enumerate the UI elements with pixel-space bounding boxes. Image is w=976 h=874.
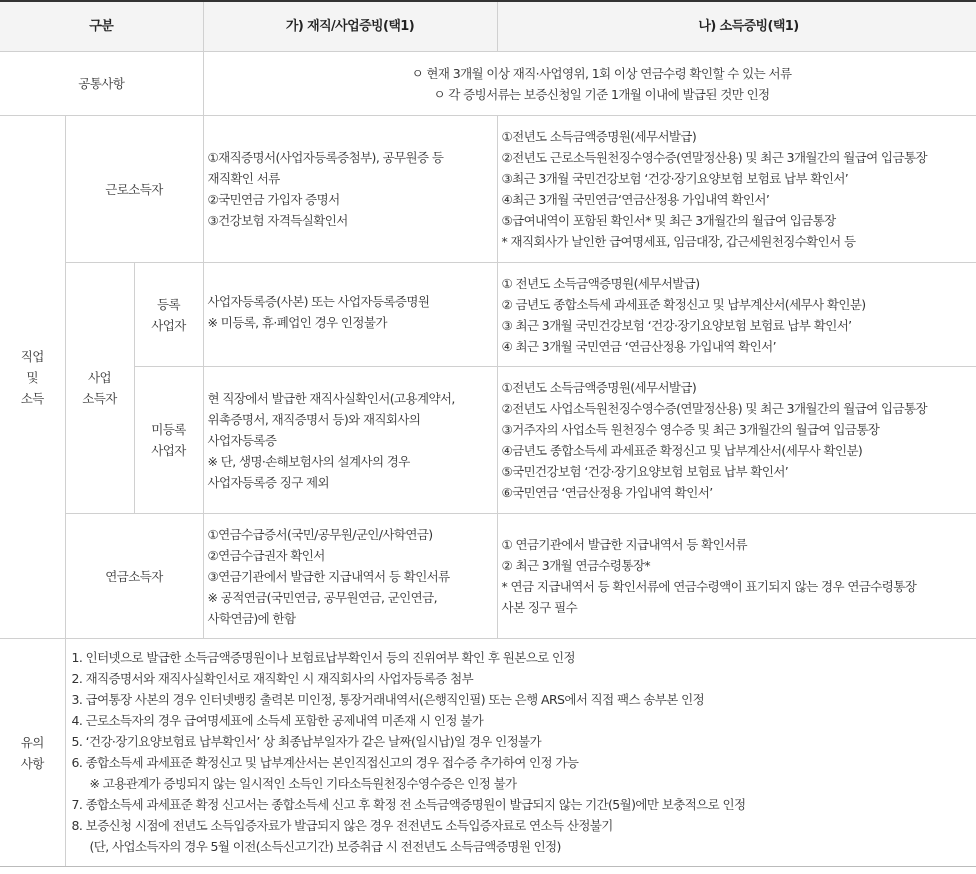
earned-employment-docs: ①재직증명서(사업자등록증첨부), 공무원증 등 재직확인 서류 ②국민연금 가입자 증명서 ③건강보험 자격득실확인서 (203, 116, 497, 263)
business-label: 사업 소득자 (65, 263, 134, 514)
unregistered-income-docs: ①전년도 소득금액증명원(세무서발급) ②전년도 사업소득원천징수영수증(연말정산용) 및 최근 3개월간의 월급여 입금통장 ③거주자의 사업소득 원천징수 영수증 및 최근 3개월간의 월급여 입금통장 ④금년도 종합소득세 과세표준 확정신고 및 납부계산서(세무사 확인분) ⑤국민건강보험 ‘건강·장기요양보험 보험료 납부 확인서’ ⑥국민연금 ‘연금산정용 가입내역 확인서’ (497, 367, 976, 514)
registered-business-row (0, 263, 976, 367)
header-employment-proof: 가) 재직/사업증빙(택1) (203, 1, 497, 52)
pension-employment-docs: ①연금수급증서(국민/공무원/군인/사학연금) ②연금수급권자 확인서 ③연금기관에서 발급한 지급내역서 등 확인서류 ※ 공적연금(국민연금, 공무원연금, 군인연금, 사학연금)에 한함 (203, 514, 497, 639)
pension-row (0, 514, 976, 639)
header-income-proof: 나) 소득증빙(택1) (497, 1, 976, 52)
earned-income-docs: ①전년도 소득금액증명원(세무서발급) ②전년도 근로소득원천징수영수증(연말정산용) 및 최근 3개월간의 월급여 입금통장 ③최근 3개월 국민건강보험 ‘건강·장기요양보험 보험료 납부 확인서’ ④최근 3개월 국민연금‘연금산정용 가입내역 확인서’ ⑤급여내역이 포함된 확인서* 및 최근 3개월간의 월급여 입금통장 * 재직회사가 날인한 급여명세표, 임금대장, 갑근세원천징수확인서 등 (497, 116, 976, 263)
registered-label: 등록 사업자 (134, 263, 203, 367)
header-category: 구분 (0, 1, 203, 52)
note-item: ※ 고용관계가 증빙되지 않는 일시적인 소득인 기타소득원천징수영수증은 인정 불가 (89, 775, 517, 791)
unregistered-business-row (0, 367, 976, 514)
pension-income-docs: ① 연금기관에서 발급한 지급내역서 등 확인서류 ② 최근 3개월 연금수령통장* * 연금 지급내역서 등 확인서류에 연금수령액이 표기되지 않는 경우 연금수령통장 사본 징구 필수 (497, 514, 976, 639)
earned-income-row (0, 116, 976, 263)
note-item: 8. 보증신청 시점에 전년도 소득입증자료가 발급되지 않은 경우 전전년도 소득입증자료로 연소득 산정불기 (71, 817, 613, 833)
notes-content (65, 639, 976, 867)
note-item: 6. 종합소득세 과세표준 확정신고 및 납부계산서는 본인직접신고의 경우 접수증 추가하여 인정 가능 (71, 754, 579, 770)
notes-row (0, 639, 976, 867)
registered-employment-docs: 사업자등록증(사본) 또는 사업자등록증명원 ※ 미등록, 휴·폐업인 경우 인정불가 (203, 263, 497, 367)
common-label: 공통사항 (0, 52, 203, 116)
note-item: 5. ‘건강·장기요양보험료 납부확인서’ 상 최종납부일자가 같은 날짜(일시납)일 경우 인정불가 (71, 733, 541, 749)
table-header-row (0, 1, 976, 52)
unregistered-label: 미등록 사업자 (134, 367, 203, 514)
common-row (0, 52, 976, 116)
pension-label: 연금소득자 (65, 514, 203, 639)
common-line: ㅇ 각 증빙서류는 보증신청일 기준 1개월 이내에 발급된 것만 인정 (433, 86, 770, 102)
earned-label: 근로소득자 (65, 116, 203, 263)
common-content (203, 52, 976, 116)
note-item: 7. 종합소득세 과세표준 확정 신고서는 종합소득세 신고 후 확정 전 소득금액증명원이 발급되지 않는 기간(5월)에만 보충적으로 인정 (71, 796, 746, 812)
registered-income-docs: ① 전년도 소득금액증명원(세무서발급) ② 금년도 종합소득세 과세표준 확정신고 및 납부계산서(세무사 확인분) ③ 최근 3개월 국민건강보험 ‘건강·장기요양보험 보험료 납부 확인서’ ④ 최근 3개월 국민연금 ‘연금산정용 가입내역 확인서’ (497, 263, 976, 367)
group-label: 직업 및 소득 (0, 116, 65, 639)
unregistered-employment-docs: 현 직장에서 발급한 재직사실확인서(고용계약서, 위촉증명서, 재직증명서 등)와 재직회사의 사업자등록증 ※ 단, 생명·손해보험사의 설계사의 경우 사업자등록증 징구 제외 (203, 367, 497, 514)
note-item: 2. 재직증명서와 재직사실확인서로 재직확인 시 재직회사의 사업자등록증 첨부 (71, 670, 474, 686)
common-line: ㅇ 현재 3개월 이상 재직·사업영위, 1회 이상 연금수령 확인할 수 있는 서류 (411, 65, 792, 81)
notes-label: 유의 사항 (0, 639, 65, 867)
note-item: 3. 급여통장 사본의 경우 인터넷뱅킹 출력본 미인정, 통장거래내역서(은행직인필) 또는 은행 ARS에서 직접 팩스 송부본 인정 (71, 691, 705, 707)
note-item: 1. 인터넷으로 발급한 소득금액증명원이나 보험료납부확인서 등의 진위여부 확인 후 원본으로 인정 (71, 649, 575, 665)
note-item: 4. 근로소득자의 경우 급여명세표에 소득세 포함한 공제내역 미존재 시 인정 불가 (71, 712, 484, 728)
note-item: (단, 사업소득자의 경우 5월 이전(소득신고기간) 보증취급 시 전전년도 소득금액증명원 인정) (89, 838, 561, 854)
